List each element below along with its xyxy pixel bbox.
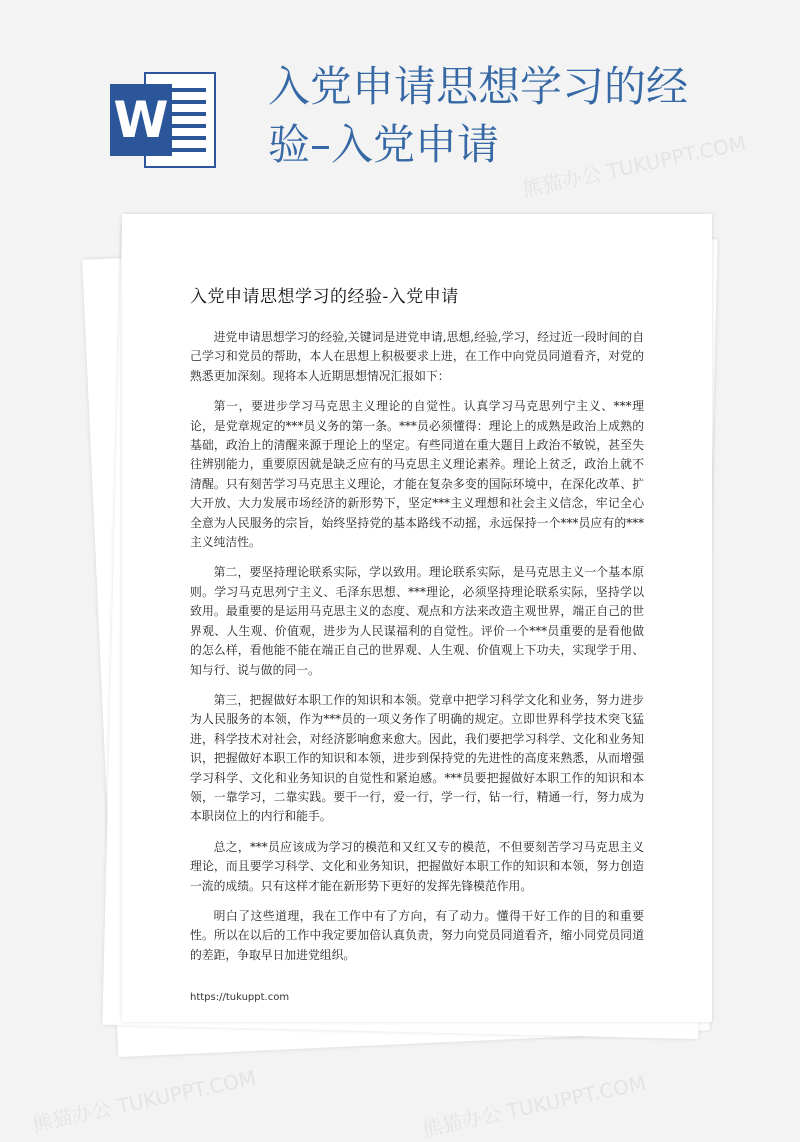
watermark: 熊猫办公 TUKUPPT.COM: [520, 130, 749, 202]
document-body: [190, 328, 644, 976]
paragraph: 进党申请思想学习的经验,关键词是进党申请,思想,经验,学习，经过近一段时间的自己学习和党员的帮助，本人在思想上积极要求上进，在工作中向党员同道看齐，对党的熟悉更加深刻。现将本人近期思想情况汇报如下：: [190, 330, 644, 383]
document-title: 入党申请思想学习的经验-入党申请: [190, 287, 459, 307]
watermark: 熊猫办公 TUKUPPT.COM: [30, 1065, 259, 1137]
word-doc-icon: [110, 72, 216, 168]
document-page: [122, 214, 712, 1022]
paragraph: 第三，把握做好本职工作的知识和本领。党章中把学习科学文化和业务，努力进步为人民服务的本领，作为***员的一项义务作了明确的规定。立即世界科学技术突飞猛进，科学技术对社会，对经济影响愈来愈大。因此，我们要把学习科学、文化和业务知识，把握做好本职工作的知识和本领，进步到保持党的先进性的高度来熟悉，从而增强学习科学、文化和业务知识的自觉性和紧迫感。***员要把握做好本职工作的知识和本领，一靠学习，二靠实践。要干一行，爱一行，学一行，钻一行，精通一行，努力成为本职岗位上的内行和能手。: [190, 692, 644, 824]
header-title: 入党申请思想学习的经验–入党申请: [268, 62, 689, 169]
paragraph: 总之，***员应该成为学习的模范和又红又专的模范，不但要刻苦学习马克思主义理论，而且要学习科学、文化和业务知识，把握做好本职工作的知识和本领，努力创造一流的成绩。只有这样才能在新形势下更好的发挥先锋模范作用。: [190, 839, 644, 893]
word-letter-badge: W: [110, 84, 172, 156]
paragraph: 明白了这些道理，我在工作中有了方向，有了动力。懂得干好工作的目的和重要性。所以在以后的工作中我定要加倍认真负责，努力向党员同道看齐，缩小同党员同道的差距，争取早日加进党组织。: [190, 908, 644, 962]
paragraph: 第一，要进步学习马克思主义理论的自觉性。认真学习马克思列宁主义、***理论，是党章规定的***员义务的第一条。***员必须懂得：理论上的成熟是政治上成熟的基础，政治上的清醒来源于理论上的坚定。有些同道在重大题目上政治不敏锐，甚至失往辨别能力，重要原因就是缺乏应有的马克思主义理论素养。理论上贫乏，政治上就不清醒。只有刻苦学习马克思主义理论，才能在复杂多变的国际环境中，在深化改革、扩大开放、大力发展市场经济的新形势下，坚定***主义理想和社会主义信念，牢记全心全意为人民服务的宗旨，始终坚持党的基本路线不动摇，永远保持一个***员应有的***主义纯洁性。: [190, 399, 644, 550]
paragraph: 第二，要坚持理论联系实际，学以致用。理论联系实际，是马克思主义一个基本原则。学习马克思列宁主义、毛泽东思想、***理论，必须坚持理论联系实际，坚持学以致用。最重要的是运用马克思主义的态度、观点和方法来改造主观世界，端正自己的世界观、人生观、价值观，进步为人民谋福利的自觉性。评价一个***员重要的是看他做的怎么样，看他能不能在端正自己的世界观、人生观、价值观上下功夫，实现学于用、知与行、说与做的同一。: [190, 565, 644, 677]
watermark: 熊猫办公 TUKUPPT.COM: [420, 1070, 649, 1142]
document-url[interactable]: https://tukuppt.com: [190, 992, 290, 1003]
